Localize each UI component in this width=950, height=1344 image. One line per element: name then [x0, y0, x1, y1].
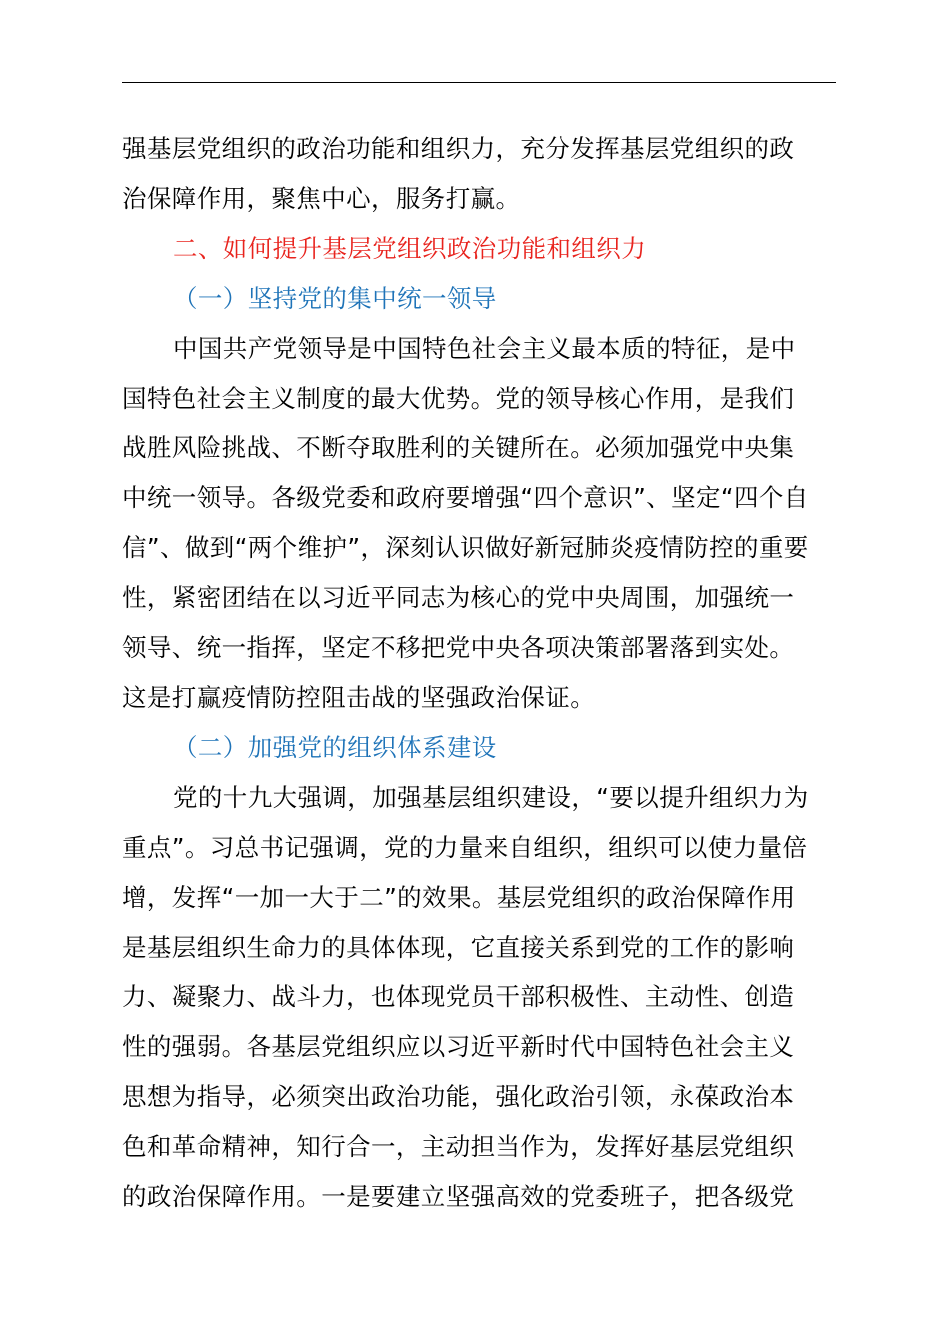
- intro-line-2: 治保障作用，聚焦中心，服务打赢。: [122, 183, 521, 213]
- intro-line-1: 强基层党组织的政治功能和组织力，充分发挥基层党组织的政: [122, 134, 795, 163]
- subsection-1-line-7: 领导、统一指挥，坚定不移把党中央各项决策部署落到实处。: [122, 633, 795, 663]
- subsection-1-line-4: 中统一领导。各级党委和政府要增强“四个意识”、坚定“四个自: [122, 483, 809, 513]
- subsection-1-line-1: 中国共产党领导是中国特色社会主义最本质的特征，是中: [173, 333, 796, 363]
- subsection-2-line-6: 性的强弱。各基层党组织应以习近平新时代中国特色社会主义: [122, 1032, 795, 1062]
- subsection-2-line-5: 力、凝聚力、战斗力，也体现党员干部积极性、主动性、创造: [122, 982, 795, 1012]
- subsection-1-line-8: 这是打赢疫情防控阻击战的坚强政治保证。: [122, 682, 596, 712]
- subsection-1-line-6: 性，紧密团结在以习近平同志为核心的党中央周围，加强统一: [122, 583, 795, 613]
- subsection-2-heading: （二）加强党的组织体系建设: [173, 732, 497, 762]
- subsection-1-line-3: 战胜风险挑战、不断夺取胜利的关键所在。必须加强党中央集: [122, 433, 795, 463]
- document-body: [122, 124, 838, 1222]
- subsection-2-line-7: 思想为指导，必须突出政治功能，强化政治引领，永葆政治本: [122, 1082, 795, 1112]
- subsection-2-line-9: 的政治保障作用。一是要建立坚强高效的党委班子，把各级党: [122, 1182, 795, 1212]
- subsection-1-line-5: 信”、做到“两个维护”，深刻认识做好新冠肺炎疫情防控的重要: [122, 533, 809, 563]
- subsection-2-line-4: 是基层组织生命力的具体体现，它直接关系到党的工作的影响: [122, 932, 795, 962]
- subsection-2-line-1: 党的十九大强调，加强基层组织建设，“要以提升组织力为: [173, 782, 809, 812]
- subsection-1-heading: （一）坚持党的集中统一领导: [173, 283, 497, 313]
- subsection-2-line-2: 重点”。习总书记强调，党的力量来自组织，组织可以使力量倍: [122, 832, 808, 862]
- subsection-1-line-2: 国特色社会主义制度的最大优势。党的领导核心作用，是我们: [122, 383, 795, 413]
- subsection-2-line-8: 色和革命精神，知行合一，主动担当作为，发挥好基层党组织: [122, 1132, 795, 1162]
- header-rule: [122, 82, 836, 83]
- section-heading: 二、如何提升基层党组织政治功能和组织力: [173, 233, 647, 263]
- subsection-2-line-3: 增，发挥“一加一大于二”的效果。基层党组织的政治保障作用: [122, 882, 796, 912]
